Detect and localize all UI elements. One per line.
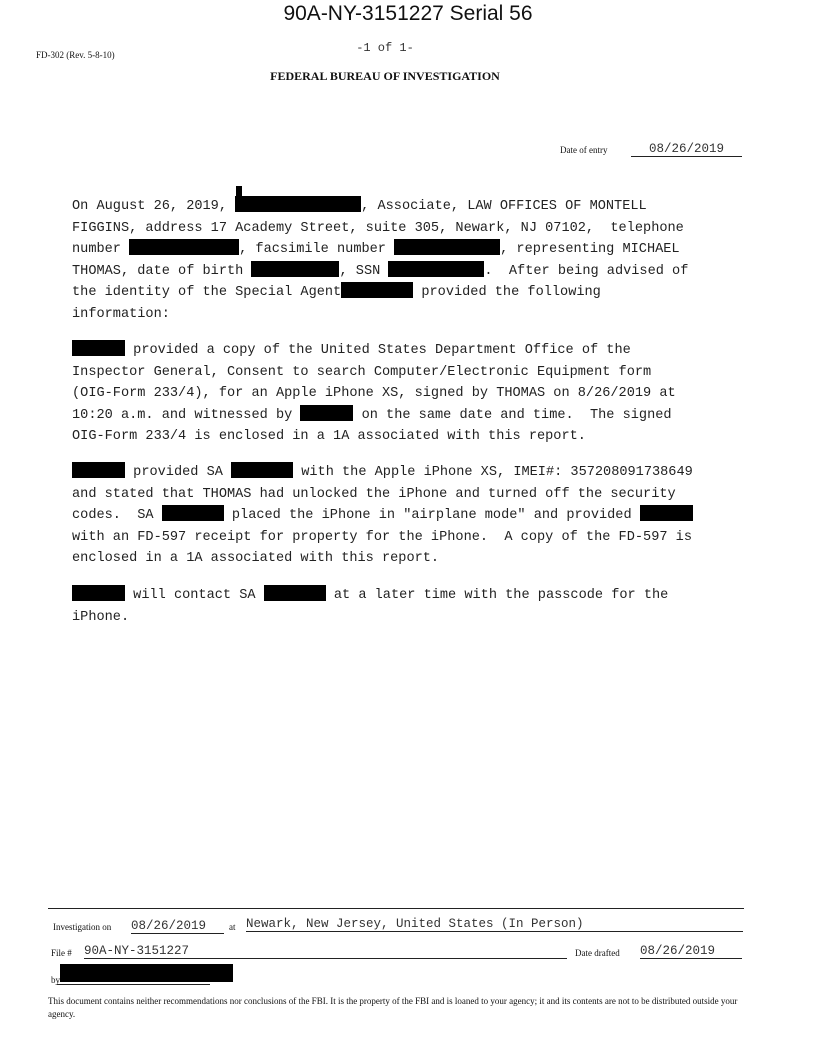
redaction-block <box>640 505 693 521</box>
text-segment: provided a copy of the United States Department Office of the <box>125 343 631 358</box>
date-of-entry-row <box>560 143 742 157</box>
date-drafted-label: Date drafted <box>575 948 620 958</box>
text-segment: at a later time with the passcode for the <box>325 588 669 603</box>
redaction-block <box>388 261 484 277</box>
text-line <box>72 505 752 527</box>
redaction-block <box>129 239 239 255</box>
text-segment: information: <box>72 306 170 322</box>
text-segment: number <box>72 242 130 257</box>
file-number-label: File # <box>51 948 72 958</box>
paragraph-2 <box>72 340 752 448</box>
text-segment: the identity of the Special Agent <box>72 285 342 300</box>
date-drafted-value: 08/26/2019 <box>640 944 742 959</box>
at-label: at <box>229 922 236 932</box>
text-segment: , Associate, LAW OFFICES OF MONTELL <box>361 199 647 214</box>
redaction-block <box>394 239 500 255</box>
text-segment: enclosed in a 1A associated with this report. <box>72 551 440 566</box>
text-segment: codes. SA <box>72 508 162 523</box>
file-number: 90A-NY-3151227 <box>84 944 567 959</box>
text-segment: and stated that THOMAS had unlocked the iPhone and turned off the security <box>72 486 676 502</box>
by-signature-line <box>57 984 210 985</box>
date-of-entry-value: 08/26/2019 <box>631 143 742 157</box>
redaction-block <box>231 462 293 478</box>
text-segment: Inspector General, Consent to search Computer/Electronic Equipment form <box>72 364 652 380</box>
text-segment: , SSN <box>339 263 389 279</box>
paragraph-4 <box>72 585 752 628</box>
redaction-block <box>60 964 233 982</box>
text-line <box>72 548 752 570</box>
text-segment: , representing MICHAEL <box>500 242 680 257</box>
text-line <box>72 585 752 607</box>
investigation-place: Newark, New Jersey, United States (In Person) <box>246 917 743 932</box>
redaction-block <box>251 261 339 277</box>
redaction-block <box>72 340 125 356</box>
text-line <box>72 282 752 304</box>
date-of-entry-label: Date of entry <box>560 145 608 155</box>
paragraph-1 <box>72 196 752 325</box>
text-line <box>72 484 752 506</box>
text-segment: 10:20 a.m. and witnessed by <box>72 407 301 423</box>
investigation-date: 08/26/2019 <box>131 919 224 934</box>
text-segment: provided the following <box>413 285 601 300</box>
text-line <box>72 261 752 283</box>
text-segment: . After being advised of <box>484 263 689 279</box>
text-segment: with an FD-597 receipt for property for the iPhone. A copy of the FD-597 is <box>72 529 692 545</box>
text-segment: provided SA <box>125 465 232 480</box>
redaction-block <box>235 196 361 212</box>
redaction-block <box>300 405 353 421</box>
redaction-block <box>72 462 125 478</box>
text-line <box>72 426 752 448</box>
text-line <box>72 527 752 549</box>
text-line <box>72 607 752 629</box>
redaction-block <box>264 585 326 601</box>
text-segment: on the same date and time. The signed <box>353 407 672 423</box>
disclaimer-text: This document contains neither recommendations nor conclusions of the FBI. It is the property of the FBI and is loaned to your agency; it and its contents are not to be distributed outside your agency. <box>48 996 738 1019</box>
redaction-block <box>162 505 224 521</box>
paragraph-3 <box>72 462 752 570</box>
text-segment: On August 26, 2019, <box>72 199 236 214</box>
text-line <box>72 304 752 326</box>
page-number: -1 of 1- <box>356 41 414 55</box>
text-line <box>72 405 752 427</box>
footer-divider <box>48 908 744 909</box>
redaction-block <box>341 282 413 298</box>
text-line <box>72 383 752 405</box>
form-id: FD-302 (Rev. 5-8-10) <box>36 50 115 60</box>
text-line <box>72 218 752 240</box>
text-segment: with the Apple iPhone XS, IMEI#: 357208091738649 <box>293 465 693 480</box>
text-segment: (OIG-Form 233/4), for an Apple iPhone XS, signed by THOMAS on 8/26/2019 at <box>72 386 676 401</box>
document-serial-header: 90A-NY-3151227 Serial 56 <box>283 2 533 25</box>
by-label: by <box>51 975 60 985</box>
text-segment: placed the iPhone in "airplane mode" and provided <box>223 508 640 523</box>
investigation-on-label: Investigation on <box>53 922 112 932</box>
text-line <box>72 362 752 384</box>
agency-title: FEDERAL BUREAU OF INVESTIGATION <box>270 69 500 83</box>
text-line <box>72 340 752 362</box>
text-segment: will contact SA <box>125 588 264 603</box>
text-segment: , facsimile number <box>239 242 395 257</box>
text-segment: THOMAS, date of birth <box>72 263 252 279</box>
text-segment: OIG-Form 233/4 is enclosed in a 1A associated with this report. <box>72 429 586 444</box>
text-line <box>72 196 752 218</box>
text-segment: iPhone. <box>72 609 130 625</box>
redaction-block <box>72 585 125 601</box>
text-line <box>72 462 752 484</box>
text-segment: FIGGINS, address 17 Academy Street, suite 305, Newark, NJ 07102, telephone <box>72 220 684 236</box>
text-line <box>72 239 752 261</box>
